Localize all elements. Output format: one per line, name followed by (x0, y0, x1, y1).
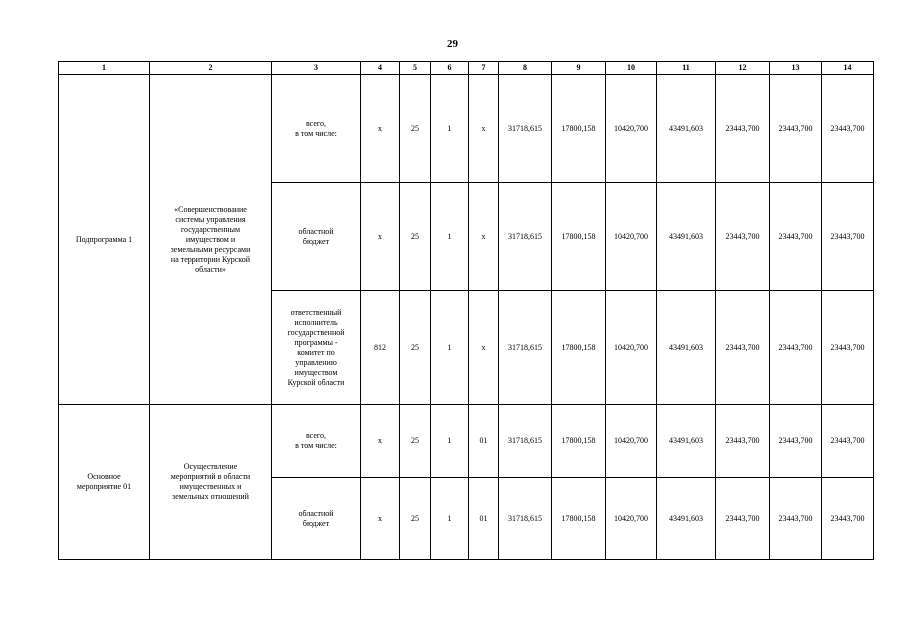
table-cell: 812 (361, 291, 400, 405)
table-row (59, 75, 874, 183)
header-cell: 1 (59, 62, 150, 75)
header-cell: 4 (361, 62, 400, 75)
table-cell: 23443,700 (716, 405, 770, 478)
program-title-cell: Осуществление мероприятий в области имущественных и земельных отношений (150, 405, 272, 560)
table-cell: 10420,700 (606, 75, 657, 183)
table-cell: х (469, 291, 499, 405)
header-row (59, 62, 874, 75)
table-cell: 1 (431, 75, 469, 183)
source-label-cell: всего, в том числе: (272, 405, 361, 478)
header-cell: 10 (606, 62, 657, 75)
table-row (59, 405, 874, 478)
table-cell: 23443,700 (770, 478, 822, 560)
table-cell: х (469, 75, 499, 183)
table-cell: 25 (400, 291, 431, 405)
table-cell: 23443,700 (716, 291, 770, 405)
table-cell: х (469, 183, 499, 291)
header-cell: 9 (552, 62, 606, 75)
table-cell: х (361, 405, 400, 478)
table-cell: 01 (469, 478, 499, 560)
table-cell: 25 (400, 183, 431, 291)
source-label-cell: областной бюджет (272, 478, 361, 560)
table-cell: 23443,700 (770, 291, 822, 405)
header-cell: 7 (469, 62, 499, 75)
source-label-cell: всего, в том числе: (272, 75, 361, 183)
table-cell: 23443,700 (770, 75, 822, 183)
table-cell: 23443,700 (770, 405, 822, 478)
table-cell: 31718,615 (499, 183, 552, 291)
table-cell: 1 (431, 291, 469, 405)
table-cell: 1 (431, 183, 469, 291)
table-cell: 31718,615 (499, 75, 552, 183)
program-name-cell: Подпрограмма 1 (59, 75, 150, 405)
budget-table (58, 61, 874, 560)
table-cell: х (361, 478, 400, 560)
program-title-cell: «Совершенствование системы управления государственным имуществом и земельными ресурсами на территории Курской области» (150, 75, 272, 405)
table-cell: 1 (431, 405, 469, 478)
table-cell: 43491,603 (657, 75, 716, 183)
header-cell: 11 (657, 62, 716, 75)
table-cell: 10420,700 (606, 183, 657, 291)
table-cell: 01 (469, 405, 499, 478)
table-cell: 23443,700 (822, 183, 874, 291)
table-cell: 23443,700 (822, 405, 874, 478)
table-cell: 25 (400, 478, 431, 560)
table-cell: 43491,603 (657, 478, 716, 560)
source-label-cell: ответственный исполнитель государственной программы - комитет по управлению имуществом Курской области (272, 291, 361, 405)
table-cell: 10420,700 (606, 478, 657, 560)
source-label-cell: областной бюджет (272, 183, 361, 291)
table-cell: 43491,603 (657, 291, 716, 405)
table-cell: 23443,700 (822, 291, 874, 405)
header-cell: 13 (770, 62, 822, 75)
table-cell: 17800,158 (552, 291, 606, 405)
table-cell: 43491,603 (657, 405, 716, 478)
table-cell: 1 (431, 478, 469, 560)
page-number: 29 (447, 38, 458, 50)
header-cell: 3 (272, 62, 361, 75)
table-cell: 25 (400, 75, 431, 183)
header-cell: 8 (499, 62, 552, 75)
table-cell: 10420,700 (606, 405, 657, 478)
program-name-cell: Основное мероприятие 01 (59, 405, 150, 560)
header-cell: 14 (822, 62, 874, 75)
header-cell: 5 (400, 62, 431, 75)
table-cell: 17800,158 (552, 478, 606, 560)
table-cell: 23443,700 (822, 478, 874, 560)
table-cell: 17800,158 (552, 75, 606, 183)
header-cell: 12 (716, 62, 770, 75)
header-cell: 6 (431, 62, 469, 75)
table-cell: 23443,700 (716, 478, 770, 560)
table-cell: 31718,615 (499, 405, 552, 478)
table-cell: 17800,158 (552, 183, 606, 291)
table-cell: 43491,603 (657, 183, 716, 291)
table-cell: 23443,700 (770, 183, 822, 291)
table-cell: 17800,158 (552, 405, 606, 478)
table-cell: 25 (400, 405, 431, 478)
table-cell: 31718,615 (499, 291, 552, 405)
table-cell: 23443,700 (716, 183, 770, 291)
table-cell: 23443,700 (716, 75, 770, 183)
header-cell: 2 (150, 62, 272, 75)
table-cell: х (361, 75, 400, 183)
table-cell: 10420,700 (606, 291, 657, 405)
table-cell: 31718,615 (499, 478, 552, 560)
table-cell: 23443,700 (822, 75, 874, 183)
table-cell: х (361, 183, 400, 291)
